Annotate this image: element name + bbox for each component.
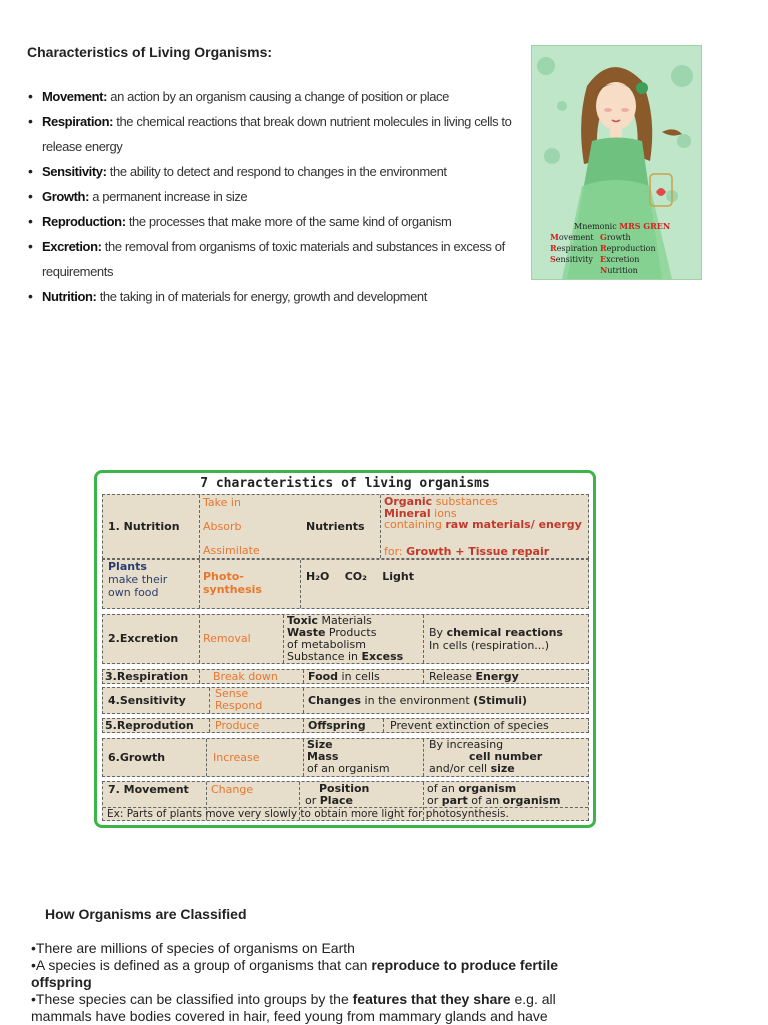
- verb: Produce: [215, 719, 260, 732]
- list-item: [28, 84, 518, 109]
- mnemonic-row: Respiration Reproduction: [550, 243, 656, 253]
- detail: Toxic Materials Waste Products of metabolism Substance in Excess: [287, 614, 404, 663]
- middle: Nutrients: [306, 520, 365, 533]
- row-label: 6.Growth: [108, 751, 166, 764]
- detail: Mineral ions: [384, 507, 457, 520]
- formula: H₂O CO₂ Light: [306, 570, 414, 583]
- row-label: 4.Sensitivity: [108, 694, 186, 707]
- verb: Absorb: [203, 520, 242, 533]
- detail: Release Energy: [429, 670, 519, 683]
- term: Growth:: [42, 189, 90, 204]
- classification-text: [31, 940, 591, 1025]
- mnemonic-text: [550, 221, 690, 276]
- list-item: [28, 184, 518, 209]
- table-row-nutrition: [102, 494, 589, 559]
- term: Movement:: [42, 89, 108, 104]
- row-label: 7. Movement: [108, 783, 189, 796]
- mnemonic-row: Movement Growth: [550, 232, 631, 242]
- detail: Size Mass of an organism: [307, 738, 390, 775]
- row-label: Plants make their own food: [108, 560, 168, 599]
- detail: Changes in the environment (Stimuli): [308, 694, 528, 707]
- paragraph: •A species is defined as a group of organisms that can reproduce to produce fertile offspring: [31, 957, 559, 990]
- detail: for: Growth + Tissue repair: [384, 545, 550, 558]
- term: Reproduction:: [42, 214, 126, 229]
- detail: Organic substances: [384, 495, 498, 508]
- paragraph: •These species can be classified into groups by the features that they share e.g. all mammals have bodies covered in hair, feed young from mammary glands and have: [31, 991, 556, 1024]
- term: Sensitivity:: [42, 164, 107, 179]
- detail: of an organism or part of an organism: [427, 782, 561, 807]
- mnemonic-row: Sensitivity Excretion: [550, 254, 640, 264]
- verb: Photo- synthesis: [203, 570, 262, 596]
- list-item: [28, 159, 518, 184]
- table-row-sensitivity: [102, 687, 589, 714]
- term: Excretion:: [42, 239, 102, 254]
- section-heading: How Organisms are Classified: [45, 906, 247, 922]
- term: Nutrition:: [42, 289, 97, 304]
- detail: Offspring: [308, 719, 366, 732]
- list-item: [28, 234, 518, 284]
- mnemonic-illustration: [531, 45, 702, 280]
- list-item: [28, 209, 518, 234]
- table-row-excretion: [102, 614, 589, 664]
- verb: Break down: [213, 670, 278, 683]
- table-row-respiration: [102, 669, 589, 684]
- table-title: 7 characteristics of living organisms: [200, 476, 490, 491]
- characteristics-table-image: [94, 470, 596, 828]
- definition: the chemical reactions that break down nutrient molecules in living cells to release energy: [42, 114, 512, 154]
- verb: Removal: [203, 632, 251, 645]
- list-item: [28, 284, 518, 309]
- detail: Food in cells: [308, 670, 380, 683]
- characteristics-list: [28, 84, 518, 309]
- definition: the taking in of materials for energy, growth and development: [96, 289, 427, 304]
- definition: a permanent increase in size: [89, 189, 248, 204]
- list-item: [28, 109, 518, 159]
- verb: Sense Respond: [215, 687, 263, 712]
- definition: the processes that make more of the same kind of organism: [125, 214, 452, 229]
- table-row-plants: [102, 559, 589, 609]
- term: Respiration:: [42, 114, 114, 129]
- verb: Change: [211, 783, 254, 796]
- detail: By increasing cell number and/or cell size: [429, 738, 543, 775]
- row-label: 3.Respiration: [105, 670, 189, 683]
- detail: containing raw materials/ energy: [384, 518, 582, 531]
- mnemonic-title: Mnemonic MRS GREN: [574, 221, 671, 231]
- table-row-reproduction: [102, 718, 589, 733]
- verb: Assimilate: [203, 544, 260, 557]
- row-label: 5.Reprodution: [105, 719, 194, 732]
- table-row-movement: [102, 781, 589, 821]
- detail: Prevent extinction of species: [390, 719, 549, 732]
- definition: the ability to detect and respond to changes in the environment: [106, 164, 447, 179]
- detail: By chemical reactions In cells (respiration...): [429, 626, 563, 652]
- row-label: 1. Nutrition: [108, 520, 180, 533]
- definition: an action by an organism causing a change of position or place: [107, 89, 449, 104]
- table-row-growth: [102, 738, 589, 777]
- detail: Position or Place: [305, 782, 370, 807]
- definition: the removal from organisms of toxic materials and substances in excess of requirements: [42, 239, 505, 279]
- row-label: 2.Excretion: [108, 632, 179, 645]
- verb: Increase: [213, 751, 260, 764]
- example-note: Ex: Parts of plants move very slowly to obtain more light for photosynthesis.: [107, 808, 509, 820]
- paragraph: •There are millions of species of organisms on Earth: [31, 940, 355, 956]
- verb: Take in: [203, 496, 241, 509]
- mnemonic-row: Nutrition: [600, 265, 638, 275]
- page-heading: Characteristics of Living Organisms:: [27, 44, 273, 60]
